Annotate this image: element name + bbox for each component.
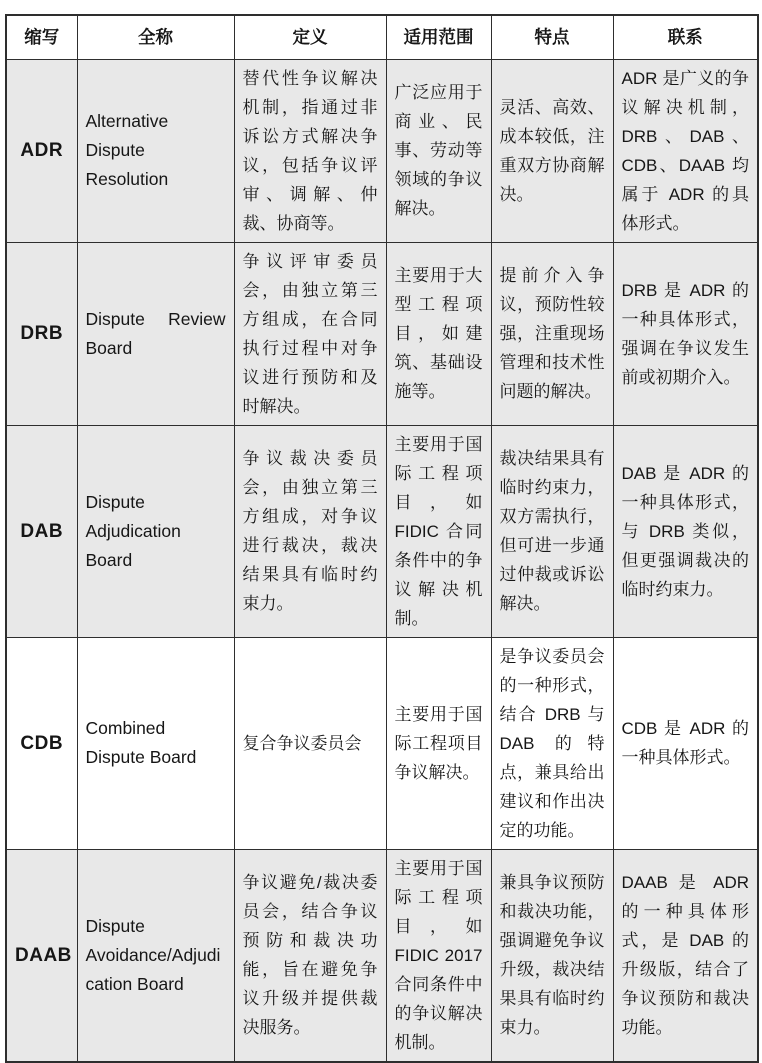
- cell-relation: ADR 是广义的争议解决机制，DRB、DAB、CDB、DAAB 均属于 ADR 的具体形式。: [613, 59, 758, 242]
- cell-features: 灵活、高效、成本较低，注重双方协商解决。: [491, 59, 613, 242]
- dispute-mechanism-comparison-table: [5, 14, 759, 1063]
- cell-full-name: Dispute Review Board: [77, 242, 234, 425]
- cell-features: 提前介入争议，预防性较强，注重现场管理和技术性问题的解决。: [491, 242, 613, 425]
- cell-relation: DAB 是 ADR 的一种具体形式，与 DRB 类似，但更强调裁决的临时约束力。: [613, 425, 758, 637]
- header-cell-full-name: 全称: [77, 15, 234, 59]
- cell-scope: 主要用于大型工程项目，如建筑、基础设施等。: [386, 242, 491, 425]
- cell-full-name: Combined Dispute Board: [77, 637, 234, 849]
- cell-definition: 复合争议委员会: [234, 637, 386, 849]
- cell-abbr: DAAB: [6, 849, 77, 1062]
- header-cell-scope: 适用范围: [386, 15, 491, 59]
- cell-full-name: Dispute Avoidance/Adjudication Board: [77, 849, 234, 1062]
- table-row-drb: [6, 242, 758, 425]
- header-cell-relation: 联系: [613, 15, 758, 59]
- cell-abbr: ADR: [6, 59, 77, 242]
- header-cell-abbr: 缩写: [6, 15, 77, 59]
- cell-features: 是争议委员会的一种形式，结合 DRB 与 DAB 的特点，兼具给出建议和作出决定的功能。: [491, 637, 613, 849]
- header-cell-features: 特点: [491, 15, 613, 59]
- table-row-cdb: [6, 637, 758, 849]
- cell-full-name: Alternative Dispute Resolution: [77, 59, 234, 242]
- cell-abbr: DAB: [6, 425, 77, 637]
- cell-definition: 争议评审委员会，由独立第三方组成，在合同执行过程中对争议进行预防和及时解决。: [234, 242, 386, 425]
- cell-abbr: CDB: [6, 637, 77, 849]
- cell-definition: 争议避免/裁决委员会，结合争议预防和裁决功能，旨在避免争议升级并提供裁决服务。: [234, 849, 386, 1062]
- cell-abbr: DRB: [6, 242, 77, 425]
- cell-scope: 主要用于国际工程项目争议解决。: [386, 637, 491, 849]
- cell-scope: 广泛应用于商业、民事、劳动等领域的争议解决。: [386, 59, 491, 242]
- table-row-daab: [6, 849, 758, 1062]
- cell-definition: 替代性争议解决机制，指通过非诉讼方式解决争议，包括争议评审、调解、仲裁、协商等。: [234, 59, 386, 242]
- table-row-adr: [6, 59, 758, 242]
- table-row-dab: [6, 425, 758, 637]
- cell-features: 裁决结果具有临时约束力，双方需执行，但可进一步通过仲裁或诉讼解决。: [491, 425, 613, 637]
- table-header-row: [6, 15, 758, 59]
- cell-definition: 争议裁决委员会，由独立第三方组成，对争议进行裁决，裁决结果具有临时约束力。: [234, 425, 386, 637]
- cell-relation: DRB 是 ADR 的一种具体形式，强调在争议发生前或初期介入。: [613, 242, 758, 425]
- cell-relation: DAAB 是 ADR 的一种具体形式，是 DAB 的升级版，结合了争议预防和裁决功能。: [613, 849, 758, 1062]
- cell-full-name: Dispute Adjudication Board: [77, 425, 234, 637]
- cell-scope: 主要用于国际工程项目，如 FIDIC 2017 合同条件中的争议解决机制。: [386, 849, 491, 1062]
- cell-features: 兼具争议预防和裁决功能，强调避免争议升级，裁决结果具有临时约束力。: [491, 849, 613, 1062]
- cell-scope: 主要用于国际工程项目，如 FIDIC 合同条件中的争议解决机制。: [386, 425, 491, 637]
- cell-relation: CDB 是 ADR 的一种具体形式。: [613, 637, 758, 849]
- header-cell-definition: 定义: [234, 15, 386, 59]
